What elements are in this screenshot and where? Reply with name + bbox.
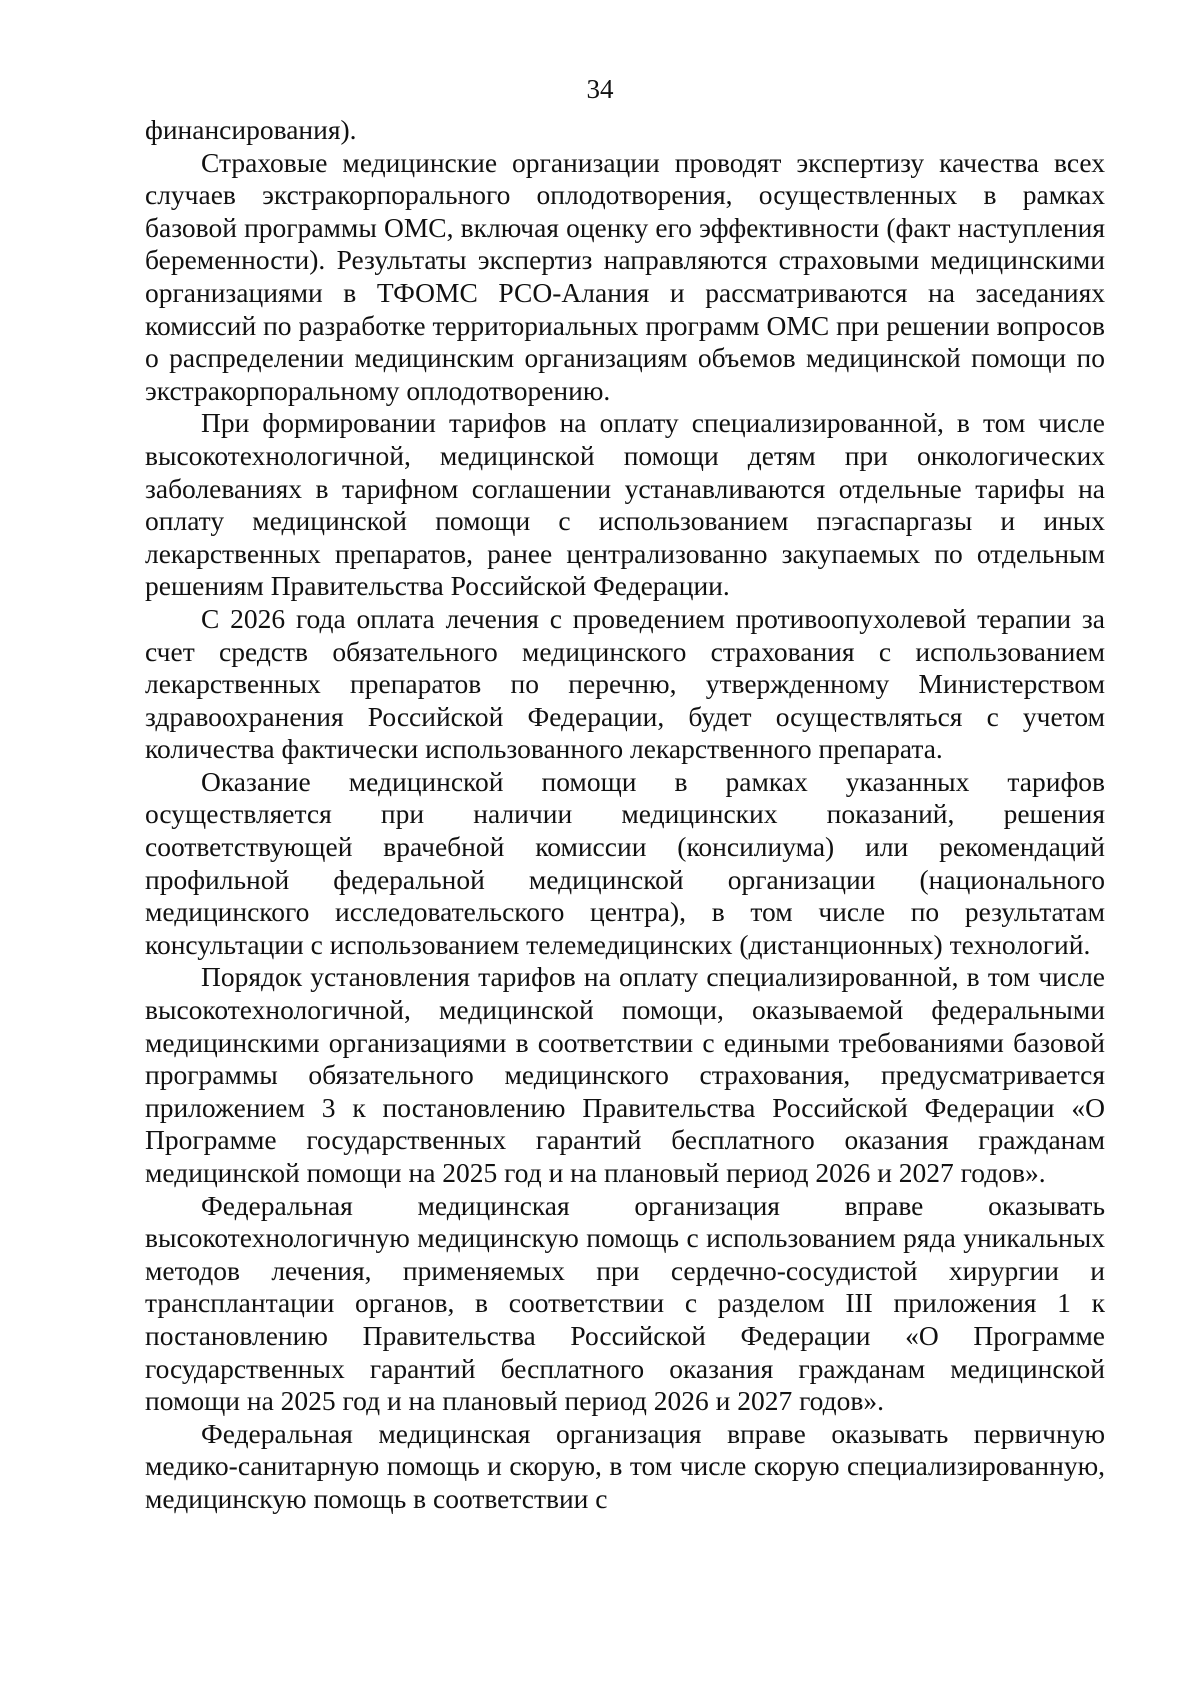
paragraph-pediatric-oncology-tariffs: При формировании тарифов на оплату специализированной, в том числе высокотехнологичной, медицинской помощи детям при онкологических заболеваниях в тарифном соглашении устанавливаются отдельные тарифы на оплату медицинской помощи с использованием пэгаспаргазы и иных лекарственных препаратов, ранее централизованно закупаемых по отдельным решениям Правительства Российской Федерации. xyxy=(145,407,1105,602)
paragraph-primary-and-emergency-care: Федеральная медицинская организация вправе оказывать первичную медико-санитарную помощь и скорую, в том числе скорую специализированную, медицинскую помощь в соответствии с xyxy=(145,1417,1105,1514)
document-body xyxy=(145,114,1105,1516)
paragraph-ivf-quality-review: Страховые медицинские организации проводят экспертизу качества всех случаев экстракорпорального оплодотворения, осуществленных в рамках базовой программы ОМС, включая оценку его эффективности (факт наступления беременности). Результаты экспертиз направляются страховыми медицинскими организациями в ТФОМС РСО-Алания и рассматриваются на заседаниях комиссий по разработке территориальных программ ОМС при решении вопросов о распределении медицинским организациям объемов медицинской помощи по экстракорпоральному оплодотворению. xyxy=(145,146,1105,406)
paragraph-continuation: финансирования). xyxy=(145,114,357,145)
paragraph-antitumor-therapy-2026: С 2026 года оплата лечения с проведением противоопухолевой терапии за счет средств обязательного медицинского страхования с использованием лекарственных препаратов по перечню, утвержденному Министерством здравоохранения Российской Федерации, будет осуществляться с учетом количества фактически использованного лекарственного препарата. xyxy=(145,602,1105,765)
paragraph-federal-tariff-procedure: Порядок установления тарифов на оплату специализированной, в том числе высокотехнологичной, медицинской помощи, оказываемой федеральными медицинскими организациями в соответствии с едиными требованиями базовой программы обязательного медицинского страхования, предусматривается приложением 3 к постановлению Правительства Российской Федерации «О Программе государственных гарантий бесплатного оказания гражданам медицинской помощи на 2025 год и на плановый период 2026 и 2027 годов». xyxy=(145,961,1105,1188)
paragraph-medical-indications: Оказание медицинской помощи в рамках указанных тарифов осуществляется при наличии медицинских показаний, решения соответствующей врачебной комиссии (консилиума) или рекомендаций профильной федеральной медицинской организации (национального медицинского исследовательского центра), в том числе по результатам консультации с использованием телемедицинских (дистанционных) технологий. xyxy=(145,765,1105,960)
page-number: 34 xyxy=(586,74,614,104)
paragraph-high-tech-care: Федеральная медицинская организация вправе оказывать высокотехнологичную медицинскую помощь с использованием ряда уникальных методов лечения, применяемых при сердечно-сосудистой хирургии и трансплантации органов, в соответствии с разделом III приложения 1 к постановлению Правительства Российской Федерации «О Программе государственных гарантий бесплатного оказания гражданам медицинской помощи на 2025 год и на плановый период 2026 и 2027 годов». xyxy=(145,1189,1105,1417)
